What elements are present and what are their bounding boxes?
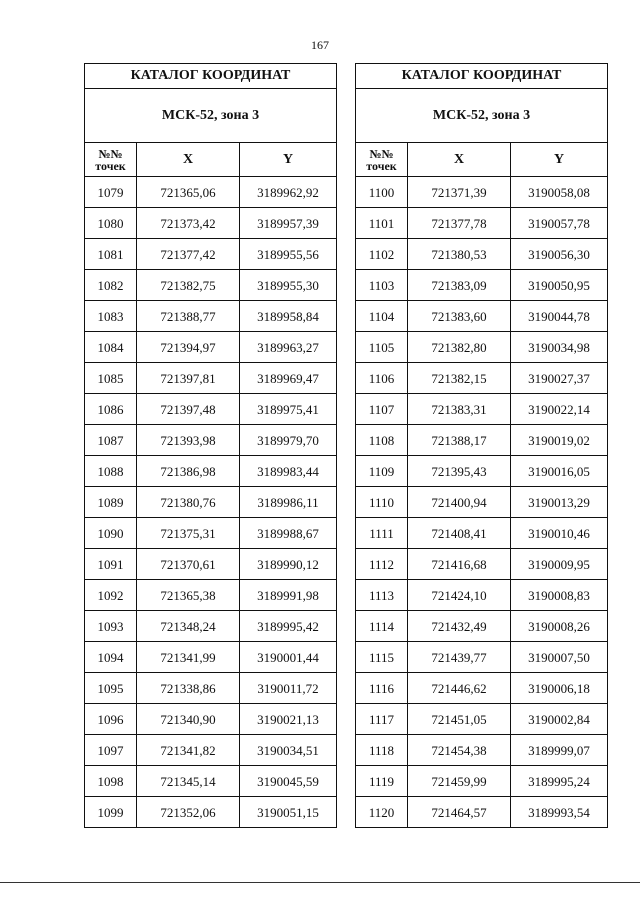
x-coordinate-cell: 721365,06 [137,177,240,208]
y-coordinate-cell: 3189955,56 [240,239,337,270]
x-coordinate-cell: 721388,77 [137,301,240,332]
x-coordinate-cell: 721348,24 [137,611,240,642]
point-number-cell: 1117 [356,704,408,735]
column-header-number-sign: №№ [98,146,123,161]
column-header-point-number [356,143,408,177]
point-number-cell: 1120 [356,797,408,828]
table-row [85,704,337,735]
point-number-cell: 1080 [85,208,137,239]
table-row [85,363,337,394]
point-number-cell: 1119 [356,766,408,797]
table-row [85,580,337,611]
point-number-cell: 1104 [356,301,408,332]
y-coordinate-cell: 3189955,30 [240,270,337,301]
x-coordinate-cell: 721397,81 [137,363,240,394]
y-coordinate-cell: 3189990,12 [240,549,337,580]
table-row [85,301,337,332]
y-coordinate-cell: 3189963,27 [240,332,337,363]
x-coordinate-cell: 721397,48 [137,394,240,425]
x-coordinate-cell: 721432,49 [408,611,511,642]
y-coordinate-cell: 3190011,72 [240,673,337,704]
table-row [85,487,337,518]
y-coordinate-cell: 3190022,14 [511,394,608,425]
table-row [85,425,337,456]
x-coordinate-cell: 721371,39 [408,177,511,208]
catalog-rows [356,177,608,828]
x-coordinate-cell: 721386,98 [137,456,240,487]
x-coordinate-cell: 721338,86 [137,673,240,704]
y-coordinate-cell: 3190044,78 [511,301,608,332]
table-row [356,673,608,704]
y-coordinate-cell: 3189979,70 [240,425,337,456]
y-coordinate-cell: 3189993,54 [511,797,608,828]
x-coordinate-cell: 721382,80 [408,332,511,363]
y-coordinate-cell: 3190016,05 [511,456,608,487]
x-coordinate-cell: 721382,75 [137,270,240,301]
y-coordinate-cell: 3190027,37 [511,363,608,394]
y-coordinate-cell: 3190013,29 [511,487,608,518]
table-row [85,611,337,642]
y-coordinate-cell: 3190056,30 [511,239,608,270]
bottom-rule [0,882,640,883]
table-row [356,797,608,828]
table-row [85,270,337,301]
point-number-cell: 1102 [356,239,408,270]
point-number-cell: 1116 [356,673,408,704]
x-coordinate-cell: 721380,76 [137,487,240,518]
y-coordinate-cell: 3190007,50 [511,642,608,673]
x-coordinate-cell: 721383,09 [408,270,511,301]
y-coordinate-cell: 3189969,47 [240,363,337,394]
column-header-point-number [85,143,137,177]
table-row [356,518,608,549]
point-number-cell: 1111 [356,518,408,549]
x-coordinate-cell: 721375,31 [137,518,240,549]
x-coordinate-cell: 721416,68 [408,549,511,580]
x-coordinate-cell: 721340,90 [137,704,240,735]
point-number-cell: 1084 [85,332,137,363]
table-row [85,549,337,580]
point-number-cell: 1109 [356,456,408,487]
coordinate-catalog-left [84,63,337,828]
y-coordinate-cell: 3189988,67 [240,518,337,549]
x-coordinate-cell: 721373,42 [137,208,240,239]
page-number: 167 [311,38,329,52]
table-row [356,177,608,208]
coordinate-catalog-right [355,63,608,828]
y-coordinate-cell: 3190008,26 [511,611,608,642]
column-header-y: Y [511,143,608,177]
x-coordinate-cell: 721464,57 [408,797,511,828]
table-row [85,456,337,487]
y-coordinate-cell: 3190009,95 [511,549,608,580]
point-number-cell: 1100 [356,177,408,208]
x-coordinate-cell: 721439,77 [408,642,511,673]
catalog-rows [85,177,337,828]
table-row [356,394,608,425]
point-number-cell: 1103 [356,270,408,301]
y-coordinate-cell: 3190006,18 [511,673,608,704]
x-coordinate-cell: 721383,60 [408,301,511,332]
table-row [356,363,608,394]
column-header-x: X [137,143,240,177]
point-number-cell: 1108 [356,425,408,456]
table-row [356,580,608,611]
point-number-cell: 1118 [356,735,408,766]
y-coordinate-cell: 3190045,59 [240,766,337,797]
table-row [85,766,337,797]
table-row [356,239,608,270]
table-row [356,301,608,332]
point-number-cell: 1086 [85,394,137,425]
x-coordinate-cell: 721365,38 [137,580,240,611]
x-coordinate-cell: 721408,41 [408,518,511,549]
x-coordinate-cell: 721395,43 [408,456,511,487]
catalog-subtitle: МСК-52, зона 3 [85,89,337,143]
point-number-cell: 1098 [85,766,137,797]
x-coordinate-cell: 721377,78 [408,208,511,239]
point-number-cell: 1107 [356,394,408,425]
point-number-cell: 1092 [85,580,137,611]
y-coordinate-cell: 3189995,24 [511,766,608,797]
catalog-subtitle: МСК-52, зона 3 [356,89,608,143]
point-number-cell: 1079 [85,177,137,208]
column-header-points-word: точек [95,158,126,173]
y-coordinate-cell: 3190001,44 [240,642,337,673]
point-number-cell: 1095 [85,673,137,704]
table-row [356,332,608,363]
point-number-cell: 1097 [85,735,137,766]
y-coordinate-cell: 3189999,07 [511,735,608,766]
x-coordinate-cell: 721454,38 [408,735,511,766]
x-coordinate-cell: 721459,99 [408,766,511,797]
column-header-number-sign: №№ [369,146,394,161]
table-row [85,208,337,239]
table-row [85,177,337,208]
x-coordinate-cell: 721370,61 [137,549,240,580]
table-row [356,704,608,735]
x-coordinate-cell: 721400,94 [408,487,511,518]
point-number-cell: 1083 [85,301,137,332]
point-number-cell: 1085 [85,363,137,394]
point-number-cell: 1113 [356,580,408,611]
table-row [85,642,337,673]
point-number-cell: 1093 [85,611,137,642]
y-coordinate-cell: 3190021,13 [240,704,337,735]
x-coordinate-cell: 721341,99 [137,642,240,673]
y-coordinate-cell: 3189962,92 [240,177,337,208]
y-coordinate-cell: 3190008,83 [511,580,608,611]
table-row [85,673,337,704]
x-coordinate-cell: 721352,06 [137,797,240,828]
x-coordinate-cell: 721388,17 [408,425,511,456]
y-coordinate-cell: 3189958,84 [240,301,337,332]
y-coordinate-cell: 3190058,08 [511,177,608,208]
table-row [356,611,608,642]
x-coordinate-cell: 721383,31 [408,394,511,425]
point-number-cell: 1087 [85,425,137,456]
point-number-cell: 1081 [85,239,137,270]
table-row [356,425,608,456]
catalog-title: КАТАЛОГ КООРДИНАТ [85,64,337,89]
table-row [356,549,608,580]
table-row [356,766,608,797]
table-row [356,270,608,301]
x-coordinate-cell: 721446,62 [408,673,511,704]
y-coordinate-cell: 3189986,11 [240,487,337,518]
y-coordinate-cell: 3190051,15 [240,797,337,828]
y-coordinate-cell: 3190050,95 [511,270,608,301]
y-coordinate-cell: 3189995,42 [240,611,337,642]
point-number-cell: 1082 [85,270,137,301]
point-number-cell: 1105 [356,332,408,363]
point-number-cell: 1115 [356,642,408,673]
column-header-x: X [408,143,511,177]
column-header-points-word: точек [366,158,397,173]
table-row [85,797,337,828]
y-coordinate-cell: 3189975,41 [240,394,337,425]
table-row [356,642,608,673]
y-coordinate-cell: 3190034,98 [511,332,608,363]
point-number-cell: 1088 [85,456,137,487]
table-row [356,456,608,487]
point-number-cell: 1090 [85,518,137,549]
x-coordinate-cell: 721345,14 [137,766,240,797]
y-coordinate-cell: 3190057,78 [511,208,608,239]
table-row [85,394,337,425]
x-coordinate-cell: 721341,82 [137,735,240,766]
x-coordinate-cell: 721394,97 [137,332,240,363]
point-number-cell: 1096 [85,704,137,735]
table-row [356,208,608,239]
table-row [85,332,337,363]
table-row [356,735,608,766]
x-coordinate-cell: 721424,10 [408,580,511,611]
y-coordinate-cell: 3189983,44 [240,456,337,487]
y-coordinate-cell: 3189957,39 [240,208,337,239]
x-coordinate-cell: 721380,53 [408,239,511,270]
table-row [85,239,337,270]
x-coordinate-cell: 721382,15 [408,363,511,394]
y-coordinate-cell: 3190034,51 [240,735,337,766]
point-number-cell: 1114 [356,611,408,642]
y-coordinate-cell: 3190010,46 [511,518,608,549]
point-number-cell: 1106 [356,363,408,394]
column-header-y: Y [240,143,337,177]
point-number-cell: 1099 [85,797,137,828]
point-number-cell: 1091 [85,549,137,580]
table-row [85,735,337,766]
y-coordinate-cell: 3190002,84 [511,704,608,735]
point-number-cell: 1112 [356,549,408,580]
x-coordinate-cell: 721393,98 [137,425,240,456]
y-coordinate-cell: 3190019,02 [511,425,608,456]
x-coordinate-cell: 721451,05 [408,704,511,735]
point-number-cell: 1094 [85,642,137,673]
point-number-cell: 1089 [85,487,137,518]
point-number-cell: 1101 [356,208,408,239]
table-row [85,518,337,549]
x-coordinate-cell: 721377,42 [137,239,240,270]
catalog-title: КАТАЛОГ КООРДИНАТ [356,64,608,89]
table-row [356,487,608,518]
point-number-cell: 1110 [356,487,408,518]
y-coordinate-cell: 3189991,98 [240,580,337,611]
